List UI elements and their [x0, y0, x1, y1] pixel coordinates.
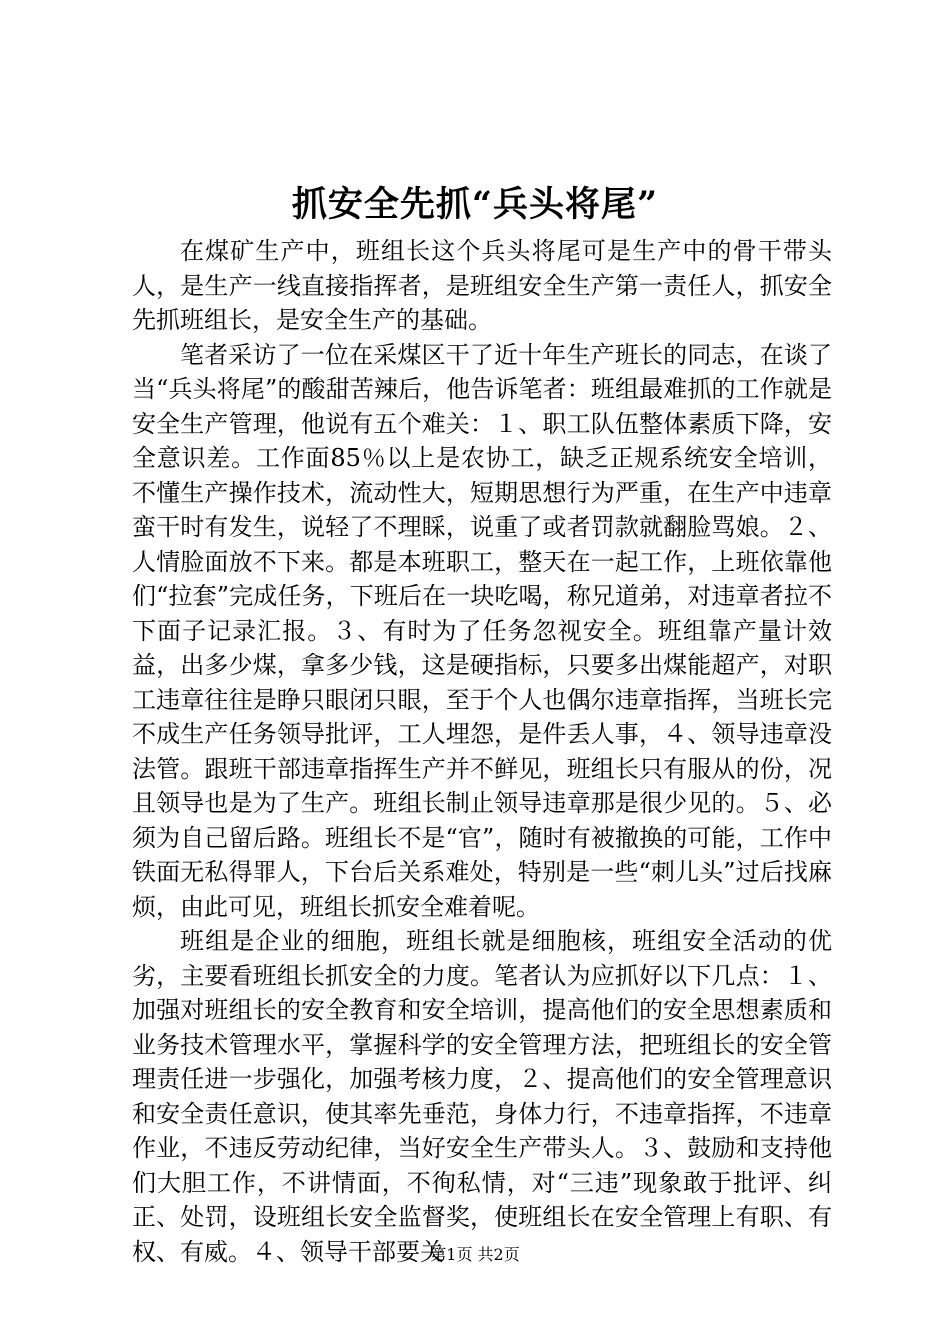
- document-title: 抓安全先抓“兵头将尾”: [291, 184, 659, 225]
- paragraph-3: 班组是企业的细胞，班组长就是细胞核，班组安全活动的优劣，主要看班组长抓安全的力度。笔者认为应抓好以下几点：１、加强对班组长的安全教育和安全培训，提高他们的安全思想素质和业务技术管理水平，掌握科学的安全管理方法，把班组长的安全管理责任进一步强化，加强考核力度，２、提高他们的安全管理意识和安全责任意识，使其率先垂范，身体力行，不违章指挥，不违章作业，不违反劳动纪律，当好安全生产带头人。３、鼓励和支持他们大胆工作，不讲情面，不徇私情，对“三违”现象敢于批评、纠正、处罚，设班组长安全监督奖，使班组长在安全管理上有职、有权、有威。４、领导干部要关: [132, 927, 832, 1266]
- paragraph-1: 在煤矿生产中，班组长这个兵头将尾可是生产中的骨干带头人，是生产一线直接指挥者，是班组安全生产第一责任人，抓安全先抓班组长，是安全生产的基础。: [132, 237, 832, 334]
- page-footer: 第1页 共2页: [430, 1245, 520, 1264]
- paragraph-2: 笔者采访了一位在采煤区干了近十年生产班长的同志，在谈了当“兵头将尾”的酸甜苦辣后，他告诉笔者：班组最难抓的工作就是安全生产管理，他说有五个难关：１、职工队伍整体素质下降，安全意识差。工作面85％以上是农协工，缺乏正规系统安全培训，不懂生产操作技术，流动性大，短期思想行为严重，在生产中违章蛮干时有发生，说轻了不理睬，说重了或者罚款就翻脸骂娘。２、人情脸面放不下来。都是本班职工，整天在一起工作，上班依靠他们“拉套”完成任务，下班后在一块吃喝，称兄道弟，对违章者拉不下面子记录汇报。３、有时为了任务忽视安全。班组靠产量计效益，出多少煤，拿多少钱，这是硬指标，只要多出煤能超产，对职工违章往往是睁只眼闭只眼，至于个人也偶尔违章指挥，当班长完不成生产任务领导批评，工人埋怨，是件丢人事，４、领导违章没法管。跟班干部违章指挥生产并不鲜见，班组长只有服从的份，况且领导也是为了生产。班组长制止领导违章那是很少见的。５、必须为自己留后路。班组长不是“官”，随时有被撤换的可能，工作中铁面无私得罪人，下台后关系难处，特别是一些“刺儿头”过后找麻烦，由此可见，班组长抓安全难着呢。: [132, 340, 832, 921]
